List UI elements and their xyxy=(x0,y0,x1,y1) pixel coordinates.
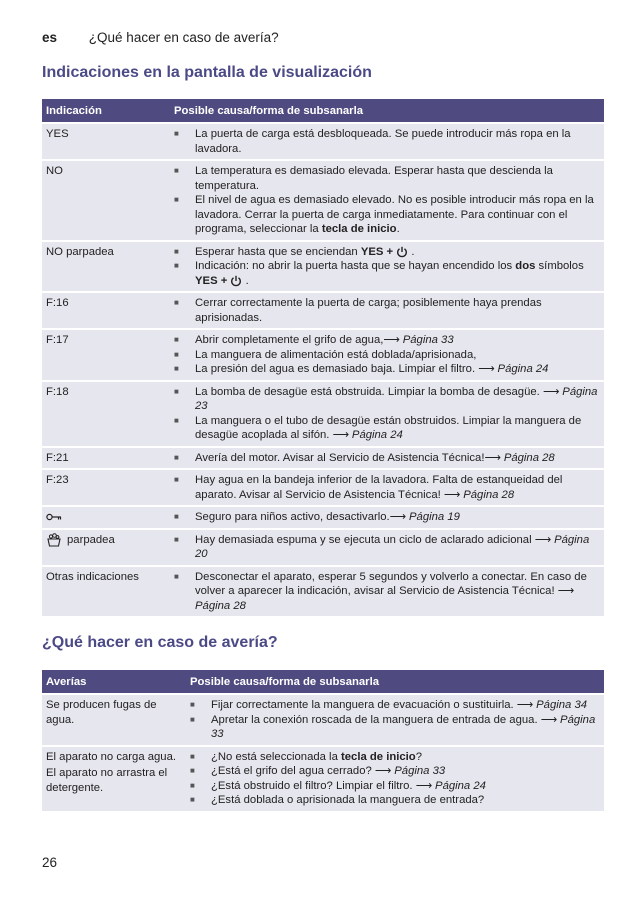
indication-cell xyxy=(42,505,170,528)
table-row xyxy=(42,380,604,446)
arrow-icon: ⟶ xyxy=(443,488,461,501)
indication-cell xyxy=(42,328,170,380)
cause-item xyxy=(190,793,600,808)
column-header-cause: Posible causa/forma de subsanarla xyxy=(186,670,604,693)
cause-item xyxy=(190,764,600,779)
cause-text: . xyxy=(408,245,415,258)
cause-cell xyxy=(170,159,604,240)
cause-list xyxy=(174,451,600,466)
cause-cell xyxy=(170,291,604,328)
language-code: es xyxy=(42,30,58,45)
cause-cell xyxy=(170,328,604,380)
table-row xyxy=(42,528,604,565)
indication-cell xyxy=(42,122,170,159)
indication-cell xyxy=(42,240,170,292)
cause-text: ? xyxy=(415,750,423,763)
indication-label: F:18 xyxy=(46,385,69,398)
cause-item xyxy=(174,296,600,325)
cause-text: Cerrar correctamente la puerta de carga; posiblemente haya prendas aprisionadas. xyxy=(195,297,542,324)
cause-list xyxy=(174,570,600,614)
cause-list xyxy=(190,698,600,742)
cause-cell xyxy=(170,505,604,528)
arrow-icon: ⟶ xyxy=(540,713,557,726)
indications-table-body xyxy=(42,122,604,616)
cause-cell xyxy=(170,122,604,159)
cause-item xyxy=(174,193,600,237)
indication-label: Otras indicaciones xyxy=(46,570,139,583)
fault-label: El aparato no carga agua. xyxy=(46,750,177,763)
cause-list xyxy=(174,385,600,443)
cause-item xyxy=(174,362,600,377)
indication-cell xyxy=(42,528,170,565)
cause-text: Esperar hasta que se enciendan xyxy=(195,245,361,258)
cause-list xyxy=(174,533,600,562)
section-title-faults: ¿Qué hacer en caso de avería? xyxy=(42,634,278,651)
cause-cell xyxy=(170,528,604,565)
cause-item xyxy=(190,698,600,713)
arrow-icon: ⟶ xyxy=(557,585,574,597)
page-reference: Página 20 xyxy=(195,533,590,560)
foam-icon xyxy=(46,533,62,547)
indications-table xyxy=(42,99,604,616)
cause-cell xyxy=(186,693,604,745)
cause-list xyxy=(174,473,600,502)
bold-text: YES + xyxy=(360,245,397,258)
arrow-icon: ⟶ xyxy=(383,334,400,346)
cause-text: Seguro para niños activo, desactivarlo. xyxy=(195,511,390,523)
indication-label: YES xyxy=(46,128,69,140)
cause-text: Hay demasiada espuma y se ejecuta un ciclo de aclarado adicional xyxy=(195,533,535,546)
table-header-row xyxy=(42,670,604,693)
cause-item xyxy=(174,333,600,348)
cause-text: Hay agua en la bandeja inferior de la lavadora. Falta de estanqueidad del aparato. Avisar al Servicio de Asistencia Técnica! xyxy=(195,474,563,501)
cause-cell xyxy=(170,565,604,617)
cause-item xyxy=(174,570,600,614)
cause-text: . xyxy=(396,223,400,235)
cause-item xyxy=(174,245,600,260)
arrow-icon: ⟶ xyxy=(534,533,551,546)
cause-text: La bomba de desagüe está obstruida. Limpiar la bomba de desagüe. xyxy=(195,385,543,398)
bold-text: tecla de inicio xyxy=(321,223,397,235)
cause-list xyxy=(174,164,600,237)
fault-label: El aparato no arrastra el detergente. xyxy=(46,767,168,794)
cause-item xyxy=(174,127,600,156)
table-row xyxy=(42,159,604,240)
indication-label: F:17 xyxy=(46,334,69,346)
bold-text: tecla de inicio xyxy=(341,750,416,763)
cause-item xyxy=(190,750,600,765)
cause-item xyxy=(174,164,600,193)
arrow-icon: ⟶ xyxy=(542,385,560,398)
cause-text: La puerta de carga está desbloqueada. Se puede introducir más ropa en la lavadora. xyxy=(195,128,571,155)
table-header-row xyxy=(42,99,604,122)
cause-item xyxy=(174,533,600,562)
indication-label: F:23 xyxy=(46,474,69,486)
indication-label: NO parpadea xyxy=(46,245,114,258)
fault-cell xyxy=(42,693,186,745)
cause-item xyxy=(190,713,600,742)
column-header-faults: Averías xyxy=(42,670,186,693)
table-row xyxy=(42,565,604,617)
cause-item xyxy=(174,451,600,466)
page-reference: Página 24 xyxy=(431,779,486,792)
fault-cell xyxy=(42,745,186,811)
table-row xyxy=(42,693,604,745)
cause-text: La temperatura es demasiado elevada. Esperar hasta que descienda la temperatura. xyxy=(195,165,553,192)
cause-list xyxy=(174,127,600,156)
table-row xyxy=(42,468,604,505)
table-row xyxy=(42,122,604,159)
faults-table xyxy=(42,670,604,811)
cause-cell xyxy=(186,745,604,811)
cause-item xyxy=(174,259,600,288)
cause-cell xyxy=(170,380,604,446)
power-icon xyxy=(396,246,408,258)
cause-list xyxy=(190,750,600,808)
cause-cell xyxy=(170,468,604,505)
page-number: 26 xyxy=(42,855,58,870)
page-reference: Página 33 xyxy=(211,713,596,740)
arrow-icon: ⟶ xyxy=(516,699,533,711)
cause-item xyxy=(174,414,600,443)
indication-label: parpadea xyxy=(67,533,115,546)
section-title-indications: Indicaciones en la pantalla de visualización xyxy=(42,64,372,81)
cause-item xyxy=(174,510,600,525)
page-reference: Página 28 xyxy=(195,599,246,612)
cause-item xyxy=(174,473,600,502)
cause-list xyxy=(174,296,600,325)
cause-text: ¿Está obstruido el filtro? Limpiar el filtro. xyxy=(211,779,416,792)
key-icon xyxy=(46,512,62,522)
indication-label: F:16 xyxy=(46,297,69,309)
cause-list xyxy=(174,510,600,525)
table-row xyxy=(42,328,604,380)
cause-text: La manguera o el tubo de desagüe están obstruidos. Limpiar la manguera de desagüe acoplada al sifón. xyxy=(195,414,582,441)
header-title: ¿Qué hacer en caso de avería? xyxy=(88,30,279,45)
bold-text: YES + xyxy=(195,274,231,287)
page-reference: Página 34 xyxy=(533,699,588,711)
fault-label: Se producen fugas de agua. xyxy=(46,699,157,726)
power-icon xyxy=(230,275,242,287)
cause-text: símbolos xyxy=(535,260,584,272)
page-reference: Página 28 xyxy=(460,488,515,501)
table-row xyxy=(42,505,604,528)
arrow-icon: ⟶ xyxy=(374,765,392,777)
column-header-indication: Indicación xyxy=(42,99,170,122)
table-row xyxy=(42,240,604,292)
table-row xyxy=(42,291,604,328)
cause-text: Apretar la conexión roscada de la manguera de entrada de agua. xyxy=(211,713,541,726)
cause-cell xyxy=(170,446,604,469)
arrow-icon: ⟶ xyxy=(478,363,495,375)
indication-cell xyxy=(42,565,170,617)
indication-cell xyxy=(42,291,170,328)
indication-cell xyxy=(42,380,170,446)
cause-item xyxy=(174,385,600,414)
table-row xyxy=(42,446,604,469)
cause-list xyxy=(174,245,600,289)
indication-cell xyxy=(42,446,170,469)
indication-label: F:21 xyxy=(46,451,69,464)
cause-text: Abrir completamente el grifo de agua, xyxy=(195,334,384,346)
indication-label: NO xyxy=(46,165,63,177)
cause-item xyxy=(190,779,600,794)
page-reference: Página 24 xyxy=(494,363,549,375)
cause-text: ¿Está doblada o aprisionada la manguera de entrada? xyxy=(211,794,485,806)
page-reference: Página 33 xyxy=(399,334,454,346)
cause-text: La manguera de alimentación está doblada/aprisionada, xyxy=(195,348,477,361)
cause-text: Indicación: no abrir la puerta hasta que se hayan encendido los xyxy=(195,260,516,272)
page-reference: Página 24 xyxy=(348,429,403,441)
column-header-cause: Posible causa/forma de subsanarla xyxy=(170,99,604,122)
bold-text: dos xyxy=(515,260,536,272)
page-reference: Página 33 xyxy=(391,765,446,777)
arrow-icon: ⟶ xyxy=(389,511,406,523)
cause-text: Desconectar el aparato, esperar 5 segundos y volverlo a conectar. En caso de volver a aparecer la indicación, avisar al Servicio de Asistencia Técnica! xyxy=(195,570,587,597)
page-reference: Página 23 xyxy=(195,385,598,412)
cause-text: Avería del motor. Avisar al Servicio de Asistencia Técnica! xyxy=(195,451,485,464)
cause-list xyxy=(174,333,600,377)
page-header xyxy=(42,30,279,45)
cause-cell xyxy=(170,240,604,292)
cause-item xyxy=(174,348,600,363)
arrow-icon: ⟶ xyxy=(415,779,432,792)
cause-text: El nivel de agua es demasiado elevado. No es posible introducir más ropa en la lavadora. Cerrar la puerta de carga inmediatamente. Para continuar con el programa, seleccionar la xyxy=(195,194,594,235)
indication-cell xyxy=(42,468,170,505)
cause-text: ¿Está el grifo del agua cerrado? xyxy=(211,765,375,777)
cause-text: La presión del agua es demasiado baja. Limpiar el filtro. xyxy=(195,363,479,375)
cause-text: . xyxy=(242,274,249,287)
arrow-icon: ⟶ xyxy=(484,451,501,464)
indication-cell xyxy=(42,159,170,240)
cause-text: ¿No está seleccionada la xyxy=(211,750,341,763)
faults-table-body xyxy=(42,693,604,811)
cause-text: Fijar correctamente la manguera de evacuación o sustituirla. xyxy=(211,699,517,711)
arrow-icon: ⟶ xyxy=(332,429,349,441)
page-reference: Página 28 xyxy=(500,451,555,464)
table-row xyxy=(42,745,604,811)
page-reference: Página 19 xyxy=(405,511,460,523)
